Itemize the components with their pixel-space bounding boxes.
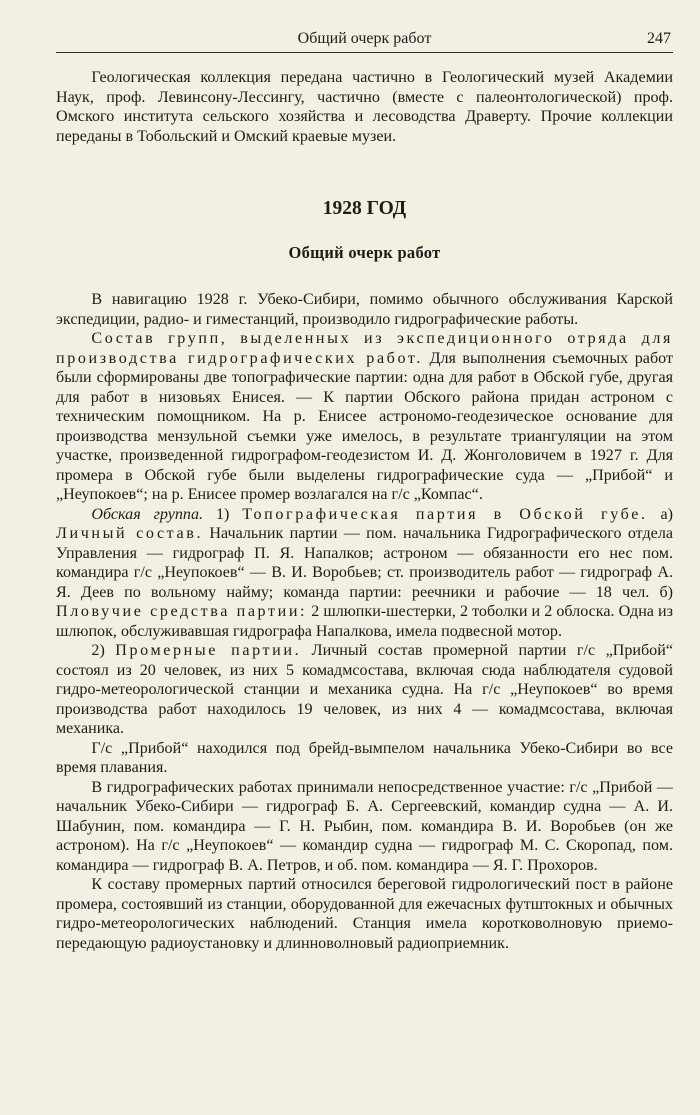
paragraph-priboy: Г/с „Прибой“ находился под брейд-вымпелом начальника Убеко-Сибири во все время плавания. <box>56 739 673 776</box>
page-number: 247 <box>647 30 671 47</box>
running-title: Общий очерк работ <box>297 30 432 47</box>
paragraph-text: 2) <box>91 642 116 659</box>
year-heading: 1928 ГОД <box>322 198 407 219</box>
intro-paragraph: Геологическая коллекция передана частично в Геологический музей Академии Наук, проф. Левинсону-Лессингу, частично (вместе с палеонтологической) проф. Омского института сельского хозяйства и лесоводства Драверту. Прочие коллекции переданы в Тобольский и Омский краевые музеи. <box>56 69 673 145</box>
spaced-heading: Промерные партии. <box>115 642 302 659</box>
spaced-heading: Пловучие средства партии: <box>56 603 308 620</box>
spaced-heading: Личный состав. <box>56 525 204 542</box>
paragraph-groups-composition <box>56 329 673 505</box>
paragraph-text: а) <box>647 505 674 523</box>
paragraph-text: Для выполнения съемочных работ были сформированы две топографические партии: одна для работ в Обской губе, другая для работ в низовьях Енисея. — К партии Обского района придан астроном с техническим помощником. На р. Енисее астрономо-геодезическое основание для производства мензульной съемки уже имелось, в результате триангуляции на этом участке, произведенной гидрографом-геодезистом И. Д. Жонголовичем в 1927 г. Для промера в Обской губе были выделены гидрографические суда — „Прибой“ и „Неупокоев“; на р. Енисее промер возлагался на г/с „Компас“. <box>56 349 673 503</box>
paragraph-text: 1) <box>203 505 243 523</box>
running-head <box>56 26 673 53</box>
spaced-heading: Топографическая партия в Обской губе. <box>242 505 648 523</box>
paragraph-hydrological-post: К составу промерных партий относился береговой гидрологический пост в районе промера, состоявший из станции, оборудованной для ежечасных футштокных и обычных гидро-метеорологических наблюдений. Станция имела коротковолновую приемо-передающую радиоустановку и длинноволновый радиоприемник. <box>56 876 673 952</box>
section-heading: Общий очерк работ <box>288 243 441 262</box>
paragraph-ob-group <box>56 505 673 642</box>
page-content <box>56 68 673 953</box>
paragraph-text: Личный состав промерной партии г/с „Прибой“ состоял из 20 человек, из них 5 комадмсостава, включая сюда наблюдателя судовой гидро-метеорологической станции и механика судна. На г/с „Неупокоев“ во время производства работ находилось 19 человек, из них 4 — комадмсостава, включая механика. <box>56 642 673 737</box>
paragraph-participants: В гидрографических работах принимали непосредственное участие: г/с „Прибой — начальник Убеко-Сибири — гидрограф Б. А. Сергеевский, командир судна — А. И. Шабунин, пом. командира — Г. Н. Рыбин, пом. командира В. И. Воробьев (он же астроном). На г/с „Неупокоев“ — командир судна — гидрограф М. С. Скоропад, пом. командира — гидрограф В. А. Петров, и об. пом. командира — Я. Г. Прохоров. <box>56 778 673 874</box>
italic-heading: Обская группа. <box>91 505 204 523</box>
paragraph-text: 2 шлюпки-шестерки, 2 тоболки и 2 облоска. Одна из шлюпок, обслуживавшая гидрографа Напалкова, имела подвесной мотор. <box>56 603 673 640</box>
paragraph-navigation: В навигацию 1928 г. Убеко-Сибири, помимо обычного обслуживания Карской экспедиции, радио- и гиместанций, производило гидрографические работы. <box>56 291 673 328</box>
paragraph-text: Начальник партии — пом. начальника Гидрографического отдела Управления — гидрограф П. Я. Напалков; астроном — обязанности его нес пом. командира г/с „Неупокоев“ — В. И. Воробьев; ст. производитель работ — гидрограф А. Я. Деев по вольному найму; команда партии: реечники и рабочие — 18 чел. б) <box>56 525 673 601</box>
spaced-heading: Состав групп, выделенных из экспедиционного отряда для производства гидрографических работ. <box>56 330 673 367</box>
paragraph-sounding-parties <box>56 641 673 739</box>
